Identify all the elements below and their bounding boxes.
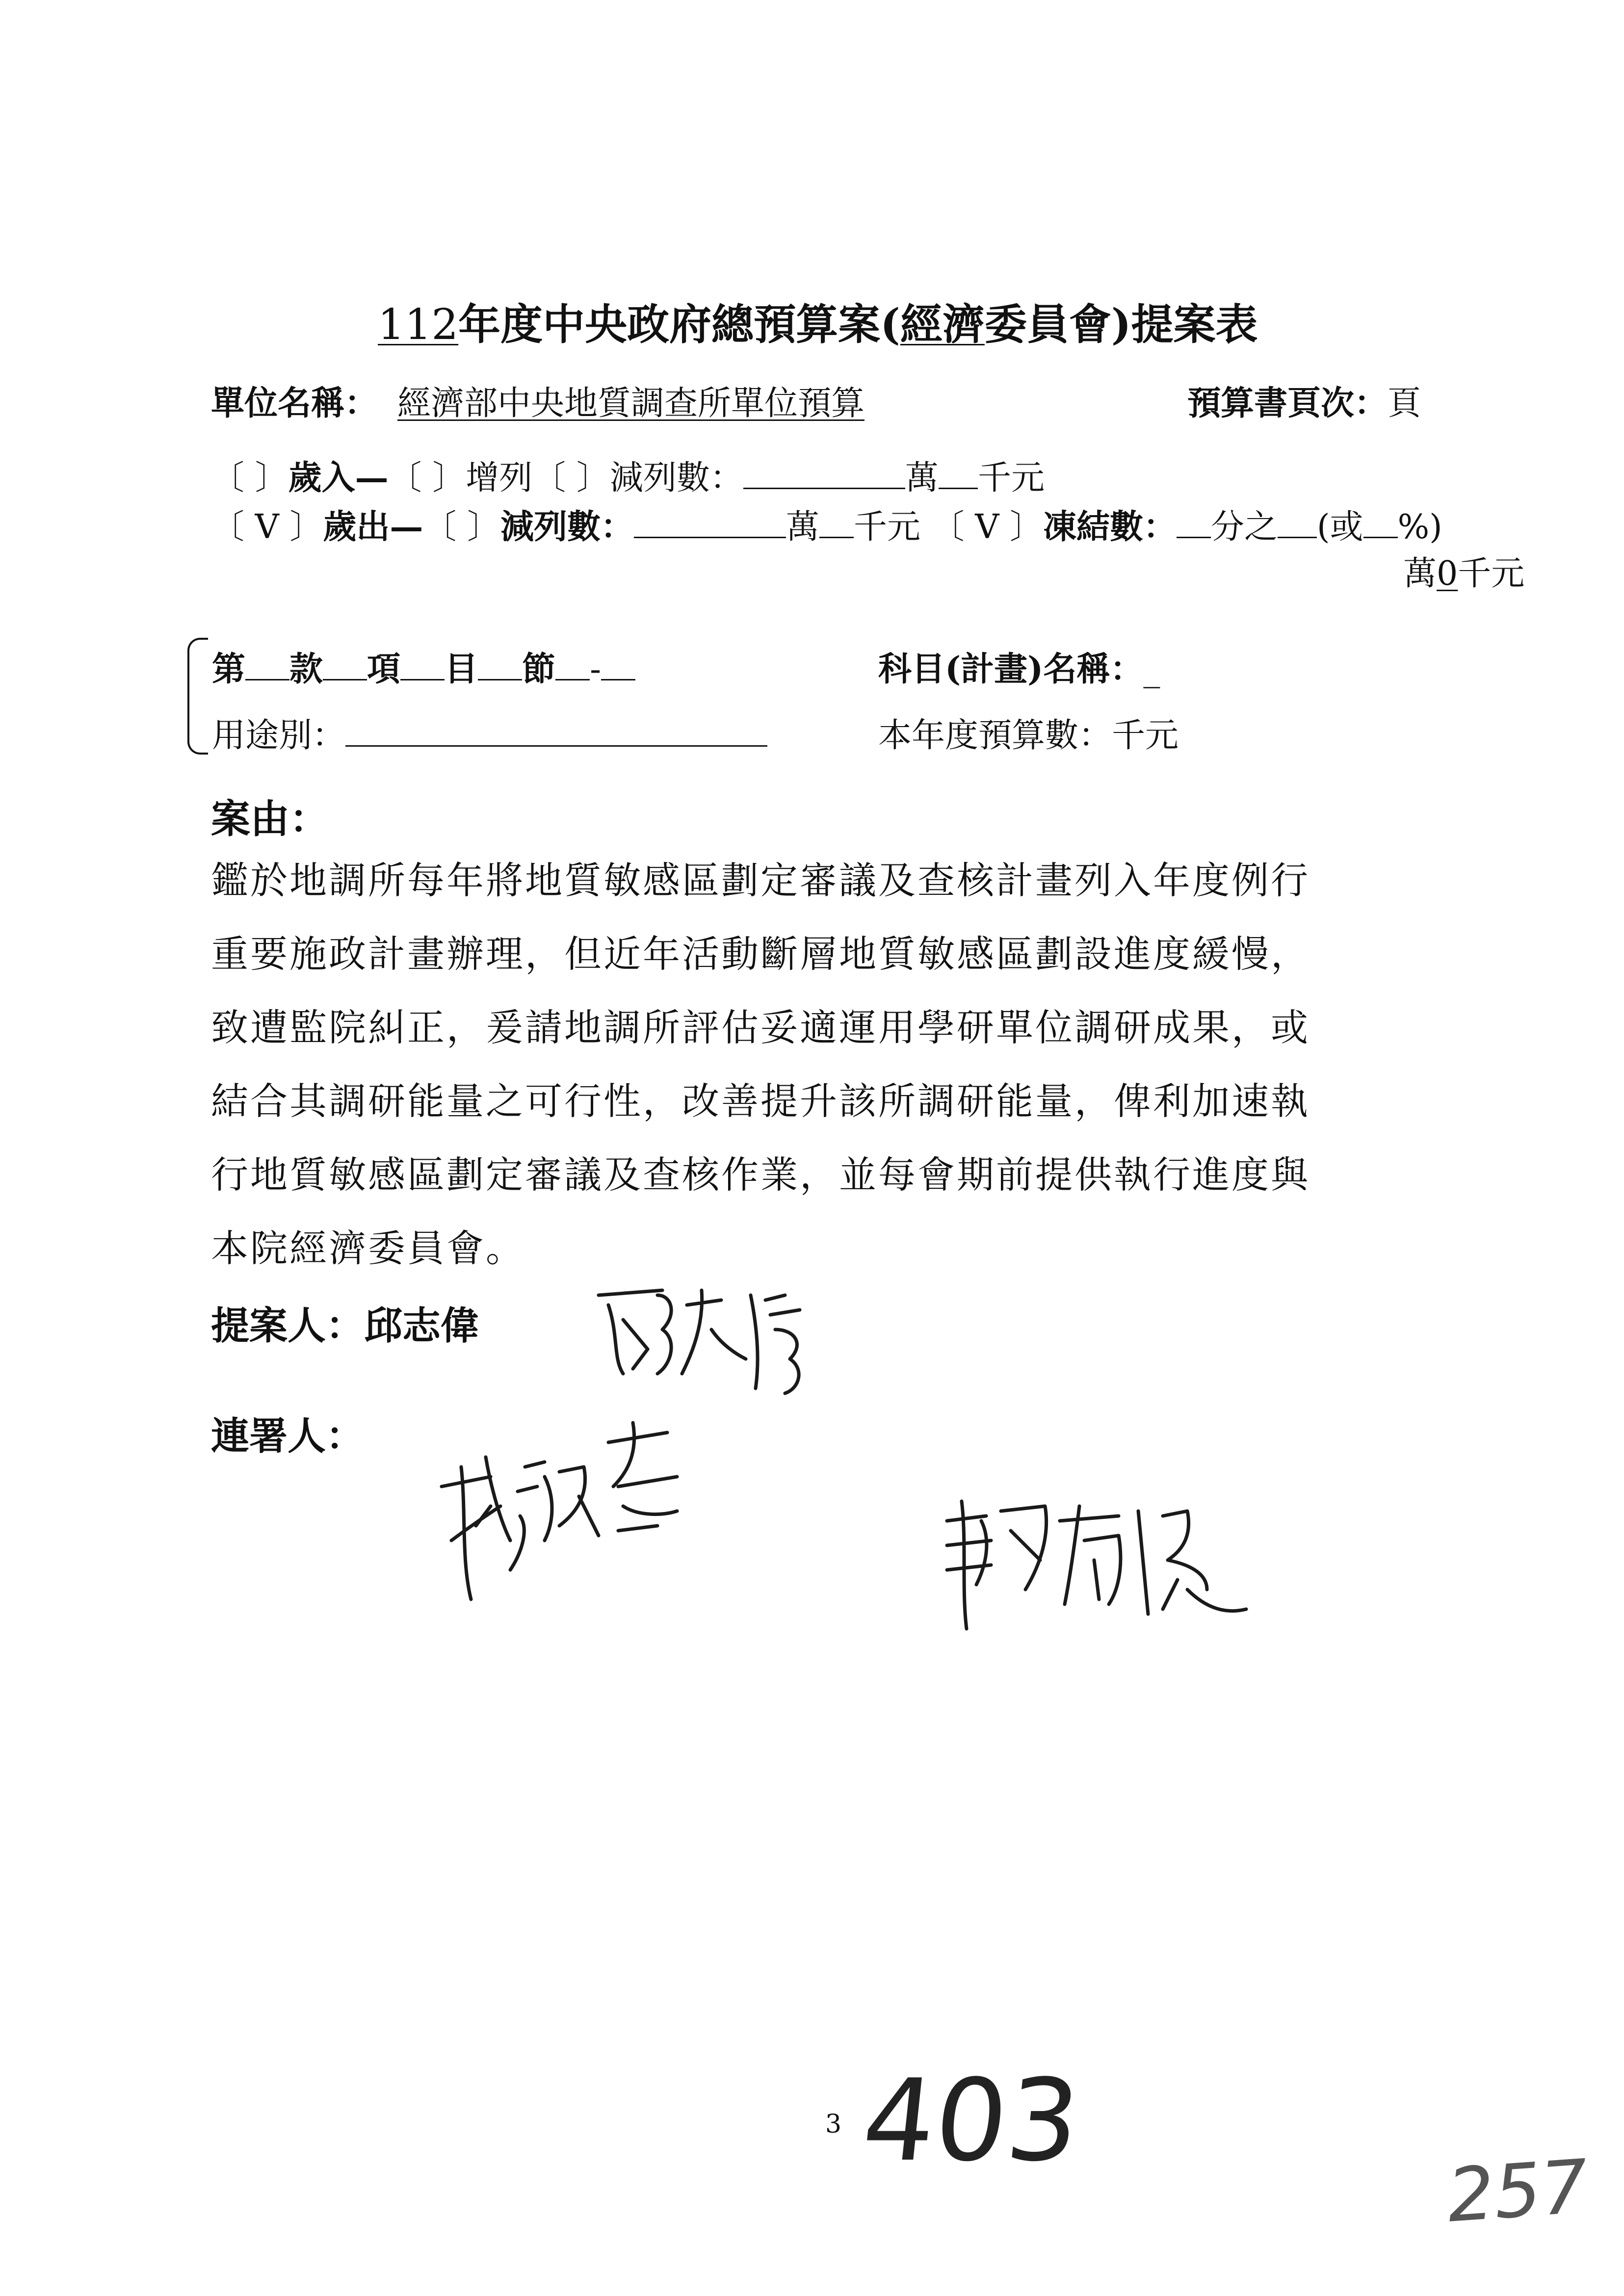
section-jie: 節 <box>522 650 556 689</box>
freeze-label: 凍結數： <box>1043 507 1177 547</box>
reason-line: 重要施政計畫辦理，但近年活動斷層地質敏感區劃設進度緩慢， <box>211 932 1310 976</box>
page-number: 3 <box>825 2110 842 2139</box>
revenue-wan: 萬 <box>905 459 939 497</box>
section-xiang: 項 <box>367 650 401 689</box>
section-bracket <box>187 638 208 755</box>
expenditure-checkbox[interactable]: 〔 V 〕 <box>211 508 323 547</box>
section-jie-blank[interactable] <box>478 646 522 680</box>
usage-label: 用途別： <box>212 716 346 755</box>
usage-blank[interactable] <box>345 712 767 747</box>
budget-page-label: 預算書頁次： <box>1187 384 1388 423</box>
freeze-or: (或 <box>1317 508 1363 547</box>
unit-value: 經濟部中央地質調查所單位預算 <box>397 384 865 423</box>
title-part2: 委員會)提案表 <box>984 300 1258 349</box>
expenditure-qian: 千元 <box>854 508 921 547</box>
revenue-checkbox[interactable]: 〔 〕 <box>211 459 288 497</box>
expenditure-wan: 萬 <box>786 508 820 547</box>
title-committee: 經濟 <box>900 300 985 349</box>
section-dash: - <box>590 650 602 689</box>
increase-label: 增列 <box>466 459 533 497</box>
title-part1: 年度中央政府總預算案( <box>458 300 900 349</box>
subject-field <box>878 643 1160 690</box>
revenue-decrease-checkbox[interactable]: 〔 〕 <box>532 459 610 497</box>
revenue-qian-blank[interactable] <box>939 454 978 489</box>
expenditure-decrease-checkbox[interactable]: 〔 〕 <box>423 508 500 547</box>
reason-line: 本院經濟委員會。 <box>211 1226 525 1270</box>
freeze-amount <box>1403 547 1524 595</box>
freeze-amount-value: 0 <box>1437 554 1458 593</box>
budget-page-field <box>1187 377 1421 424</box>
revenue-row <box>211 451 1045 499</box>
cosigner-signature-1 <box>432 1413 707 1639</box>
budget-page-suffix: 頁 <box>1388 384 1421 423</box>
reason-body <box>211 844 1467 1285</box>
section-row <box>212 643 635 690</box>
section-b-blank[interactable] <box>601 646 635 680</box>
freeze-amount-qian: 千元 <box>1458 554 1525 593</box>
revenue-label: 歲入— <box>288 458 389 497</box>
section-kuan: 款 <box>289 650 323 689</box>
freeze-numerator-blank[interactable] <box>1278 503 1317 538</box>
expenditure-decrease-label: 減列數： <box>500 507 634 547</box>
cosigner-label: 連署人： <box>211 1414 365 1459</box>
budget-amount-unit: 千元 <box>1112 716 1179 755</box>
expenditure-amount-blank[interactable] <box>634 503 786 538</box>
page-title <box>378 290 1258 351</box>
section-mu: 目 <box>445 650 478 689</box>
reason-line: 致遭監院糾正，爰請地調所評估妥適運用學研單位調研成果，或 <box>211 1006 1310 1049</box>
usage-field <box>212 709 767 757</box>
proposer-field <box>211 1295 479 1350</box>
proposer-name: 邱志偉 <box>364 1304 479 1348</box>
proposer-signature <box>589 1276 844 1403</box>
unit-label: 單位名稱： <box>211 384 378 423</box>
revenue-qian: 千元 <box>977 459 1045 497</box>
expenditure-label: 歲出— <box>323 507 423 547</box>
reason-heading: 案由： <box>211 796 329 842</box>
revenue-decrease-label: 減列數： <box>609 459 743 497</box>
freeze-percent: %) <box>1397 508 1442 547</box>
cosigner-signature-2 <box>932 1491 1266 1639</box>
section-a-blank[interactable] <box>555 646 590 680</box>
handwritten-stamp-number: 403 <box>856 2056 1086 2187</box>
section-di: 第 <box>212 650 246 689</box>
title-year: 112 <box>378 300 459 349</box>
budget-amount-label: 本年度預算數： <box>878 716 1112 755</box>
subject-label: 科目(計畫)名稱： <box>878 650 1144 689</box>
freeze-amount-wan: 萬 <box>1403 554 1437 593</box>
freeze-denominator-blank[interactable] <box>1177 503 1211 538</box>
subject-value[interactable]: _ <box>1143 650 1160 689</box>
section-xiang-blank[interactable] <box>323 646 367 680</box>
section-kuan-blank[interactable] <box>245 646 289 680</box>
freeze-fraction: 分之 <box>1211 508 1278 547</box>
reason-line: 結合其調研能量之可行性，改善提升該所調研能量，俾利加速執 <box>211 1079 1310 1123</box>
budget-amount-field <box>878 709 1179 757</box>
expenditure-row <box>211 500 1442 548</box>
reason-line: 鑑於地調所每年將地質敏感區劃定審議及查核計畫列入年度例行 <box>211 859 1310 902</box>
reason-line: 行地質敏感區劃定審議及查核作業，並每會期前提供執行進度與 <box>211 1153 1310 1197</box>
increase-checkbox[interactable]: 〔 〕 <box>388 459 466 497</box>
handwritten-corner-number: 257 <box>1444 2144 1591 2239</box>
freeze-checkbox[interactable]: 〔 V 〕 <box>931 508 1043 547</box>
proposer-label: 提案人： <box>211 1304 365 1348</box>
expenditure-qian-blank[interactable] <box>819 503 854 538</box>
freeze-percent-blank[interactable] <box>1363 503 1398 538</box>
revenue-amount-blank[interactable] <box>743 454 905 489</box>
section-mu-blank[interactable] <box>400 646 445 680</box>
